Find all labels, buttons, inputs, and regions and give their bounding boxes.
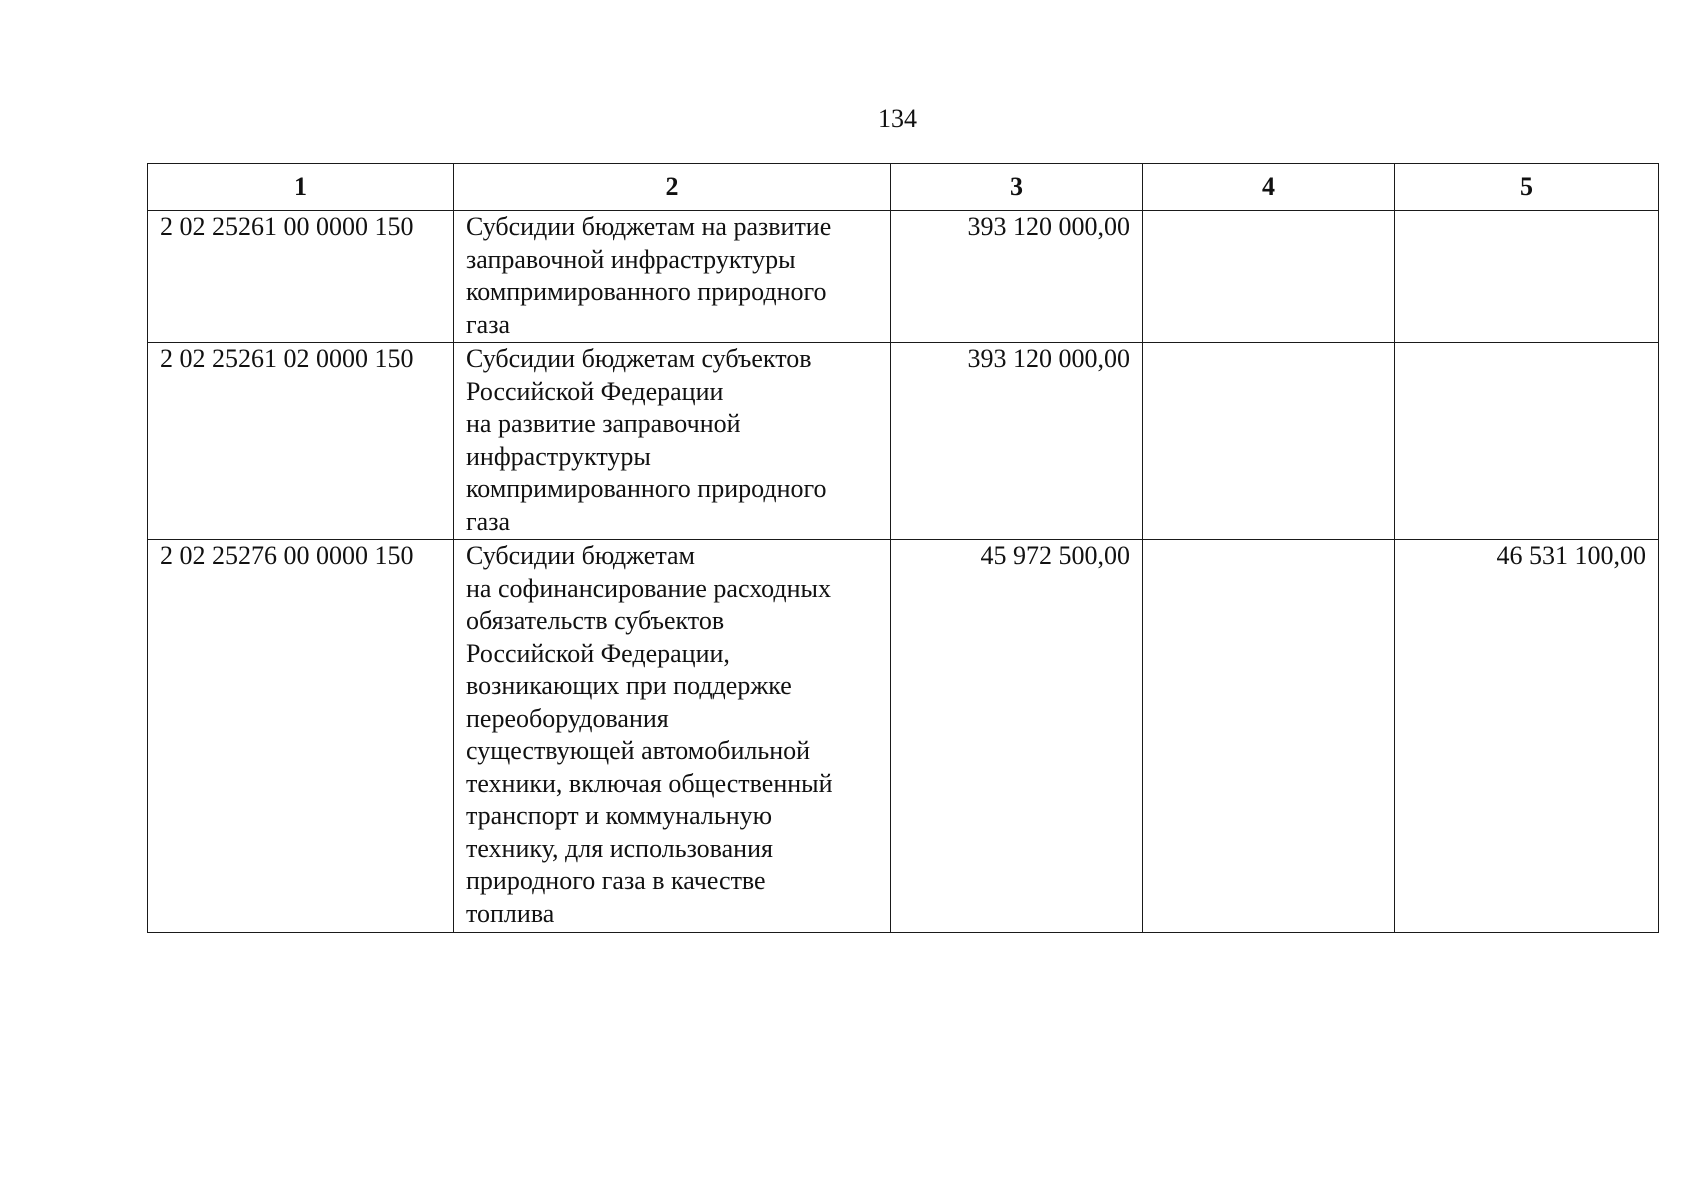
budget-table: [147, 163, 1659, 933]
column-header-3: 3: [891, 164, 1143, 211]
description-cell: [454, 540, 891, 933]
description-line: Субсидии бюджетам субъектов: [466, 344, 812, 373]
description-line: Субсидии бюджетам на развитие: [466, 212, 832, 241]
description-line: газа: [466, 506, 511, 536]
amount-col3-cell: 393 120 000,00: [891, 343, 1143, 540]
page-number: 134: [878, 104, 917, 133]
description-cell: [454, 343, 891, 540]
column-header-5: 5: [1395, 164, 1659, 211]
column-header-4: 4: [1143, 164, 1395, 211]
description-line: техники, включая общественный: [466, 768, 833, 798]
description-line: обязательств субъектов: [466, 606, 725, 635]
description-line: существующей автомобильной: [466, 736, 811, 765]
description-line: технику, для использования: [466, 833, 773, 863]
amount-col5-cell: [1395, 343, 1659, 540]
column-header-1: 1: [148, 164, 454, 211]
budget-code-cell: 2 02 25261 02 0000 150: [148, 343, 454, 540]
table-row: [148, 343, 1659, 540]
description-line: компримированного природного: [466, 277, 827, 306]
description-line: на софинансирование расходных: [466, 573, 832, 603]
table-row: [148, 540, 1659, 933]
amount-col3-cell: 45 972 500,00: [891, 540, 1143, 933]
amount-col5-cell: 46 531 100,00: [1395, 540, 1659, 933]
description-line: Российской Федерации: [466, 376, 724, 406]
description-line: заправочной инфраструктуры: [466, 244, 796, 274]
description-line: газа: [466, 309, 511, 339]
description-line: инфраструктуры: [466, 441, 651, 471]
amount-col4-cell: [1143, 343, 1395, 540]
description-line: Российской Федерации,: [466, 638, 730, 668]
description-line: переоборудования: [466, 703, 669, 733]
description-line: Субсидии бюджетам: [466, 541, 695, 570]
description-line: возникающих при поддержке: [466, 671, 792, 700]
budget-code-cell: 2 02 25276 00 0000 150: [148, 540, 454, 933]
table-header-row: [148, 164, 1659, 211]
column-header-2: 2: [454, 164, 891, 211]
description-line: на развитие заправочной: [466, 409, 741, 438]
description-line: природного газа в качестве: [466, 866, 766, 895]
description-line: топлива: [466, 898, 555, 928]
amount-col3-cell: 393 120 000,00: [891, 211, 1143, 343]
description-line: компримированного природного: [466, 474, 827, 503]
amount-col4-cell: [1143, 211, 1395, 343]
amount-col4-cell: [1143, 540, 1395, 933]
description-cell: [454, 211, 891, 343]
table-row: [148, 211, 1659, 343]
description-line: транспорт и коммунальную: [466, 801, 773, 830]
budget-code-cell: 2 02 25261 00 0000 150: [148, 211, 454, 343]
amount-col5-cell: [1395, 211, 1659, 343]
